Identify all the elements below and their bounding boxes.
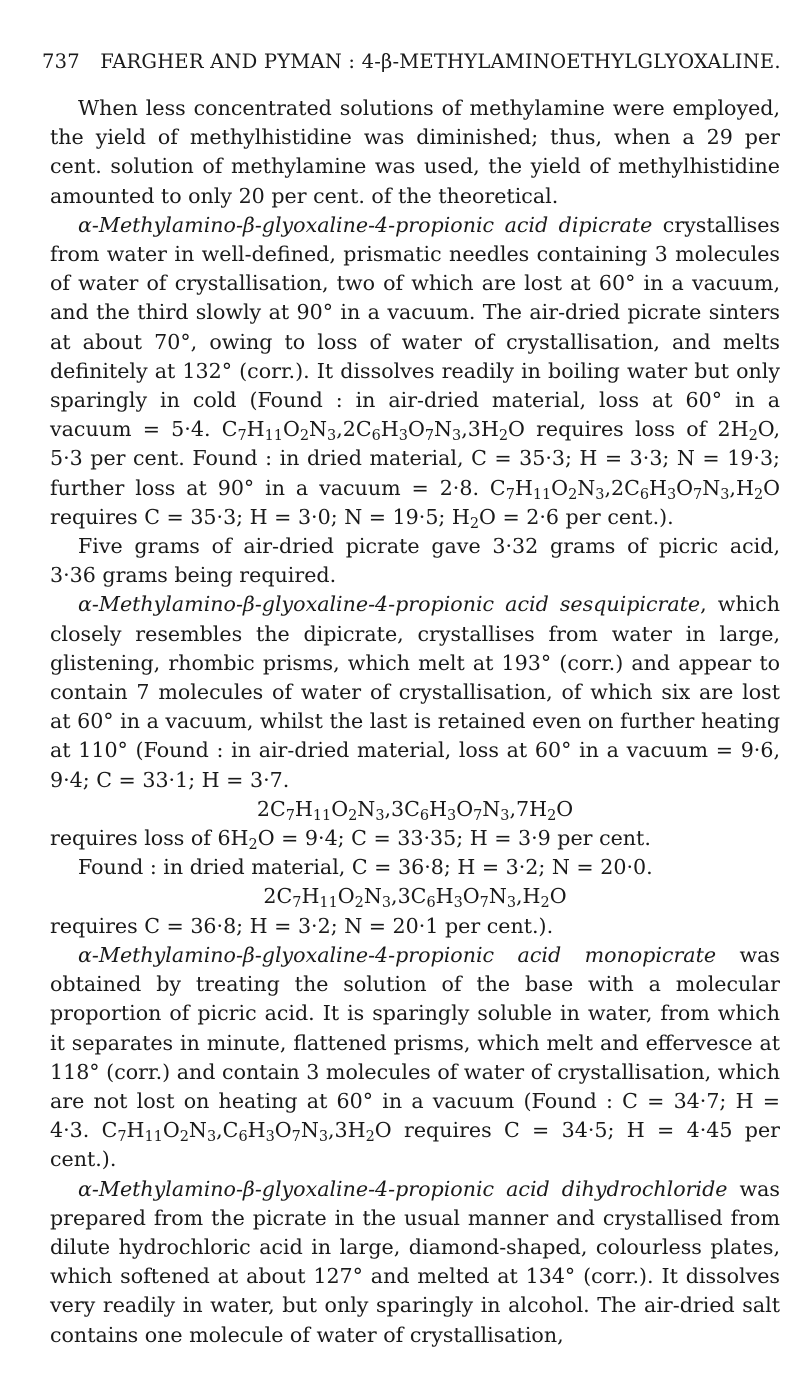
paragraph: When less concentrated solutions of methylamine were employed, the yield of methylhistidine was diminished; thus, when a 29 per cent. solution of methylamine was used, the yield of methylhistidine amounted to only 20 per cent. of the theoretical.	[50, 96, 780, 208]
paragraph: α-Methylamino-β-glyoxaline-4-propionic acid dipicrate crystallises from water in well-defined, prismatic needles containing 3 molecules of water of crystallisation, two of which are lost at 60° in a vacuum, and the third slowly at 90° in a vacuum. The air-dried picrate sinters at about 70°, owing to loss of water of crystallisation, and melts definitely at 132° (corr.). It dissolves readily in boiling water but only sparingly in cold (Found : in air-dried material, loss at 60° in a vacuum = 5·4. $C_7H_{11}O_2N_3,2C_6H_3O_7N_3,3H_2O$ requires loss of $2H_2O$, 5·3 per cent. Found : in dried material, C = 35·3; H = 3·3; N = 19·3; further loss at 90° in a vacuum = 2·8. $C_7H_{11}O_2N_3,2C_6H_3O_7N_3,H_2O$ requires C = 35·3; H = 3·0; N = 19·5; $H_2O = 2\cdot 6$ per cent.).	[50, 212, 781, 532]
paragraph: Five grams of air-dried picrate gave 3·32 grams of picric acid, 3·36 grams being required.	[50, 534, 780, 588]
formula-line: $2C_7H_{11}O_2N_3,3C_6H_3O_7N_3,H_2O$	[263, 884, 567, 912]
article-body	[50, 94, 780, 1350]
running-title: FARGHER AND PYMAN : 4-β-METHYLAMINOETHYLGLYOXALINE.	[100, 50, 781, 73]
paragraph: α-Methylamino-β-glyoxaline-4-propionic acid monopicrate was obtained by treating the solution of the base with a molecular proportion of picric acid. It is sparingly soluble in water, from which it separates in minute, flattened prisms, which melt and effervesce at 118° (corr.) and contain 3 molecules of water of crystallisation, which are not lost on heating at 60° in a vacuum (Found : C = 34·7; H = 4·3. $C_7H_{11}O_2N_3,C_6H_3O_7N_3,3H_2O$ requires C = 34·5; H = 4·45 per cent.).	[50, 942, 780, 1172]
page-number: 737	[42, 50, 80, 73]
paragraph-continuation: requires loss of $6H_2O = 9\cdot 4$; C = 33·35; H = 3·9 per cent.	[50, 826, 651, 854]
paragraph-continuation: requires C = 36·8; H = 3·2; N = 20·1 per cent.).	[50, 913, 554, 938]
formula-line: $2C_7H_{11}O_2N_3,3C_6H_3O_7N_3,7H_2O$	[256, 796, 574, 824]
running-head	[42, 50, 782, 73]
paragraph: α-Methylamino-β-glyoxaline-4-propionic acid sesquipicrate, which closely resembles the dipicrate, crystallises from water in large, glistening, rhombic prisms, which melt at 193° (corr.) and appear to contain 7 molecules of water of crystallisation, of which six are lost at 60° in a vacuum, whilst the last is retained even on further heating at 110° (Found : in air-dried material, loss at 60° in a vacuum = 9·6, 9·4; C = 33·1; H = 3·7.	[50, 592, 780, 792]
paragraph: α-Methylamino-β-glyoxaline-4-propionic acid dihydrochloride was prepared from the picrate in the usual manner and crystallised from dilute hydrochloric acid in large, diamond-shaped, colourless plates, which softened at about 127° and melted at 134° (corr.). It dissolves very readily in water, but only sparingly in alcohol. The air-dried salt contains one molecule of water of crystallisation,	[50, 1176, 780, 1347]
paragraph: Found : in dried material, C = 36·8; H = 3·2; N = 20·0.	[78, 855, 653, 880]
